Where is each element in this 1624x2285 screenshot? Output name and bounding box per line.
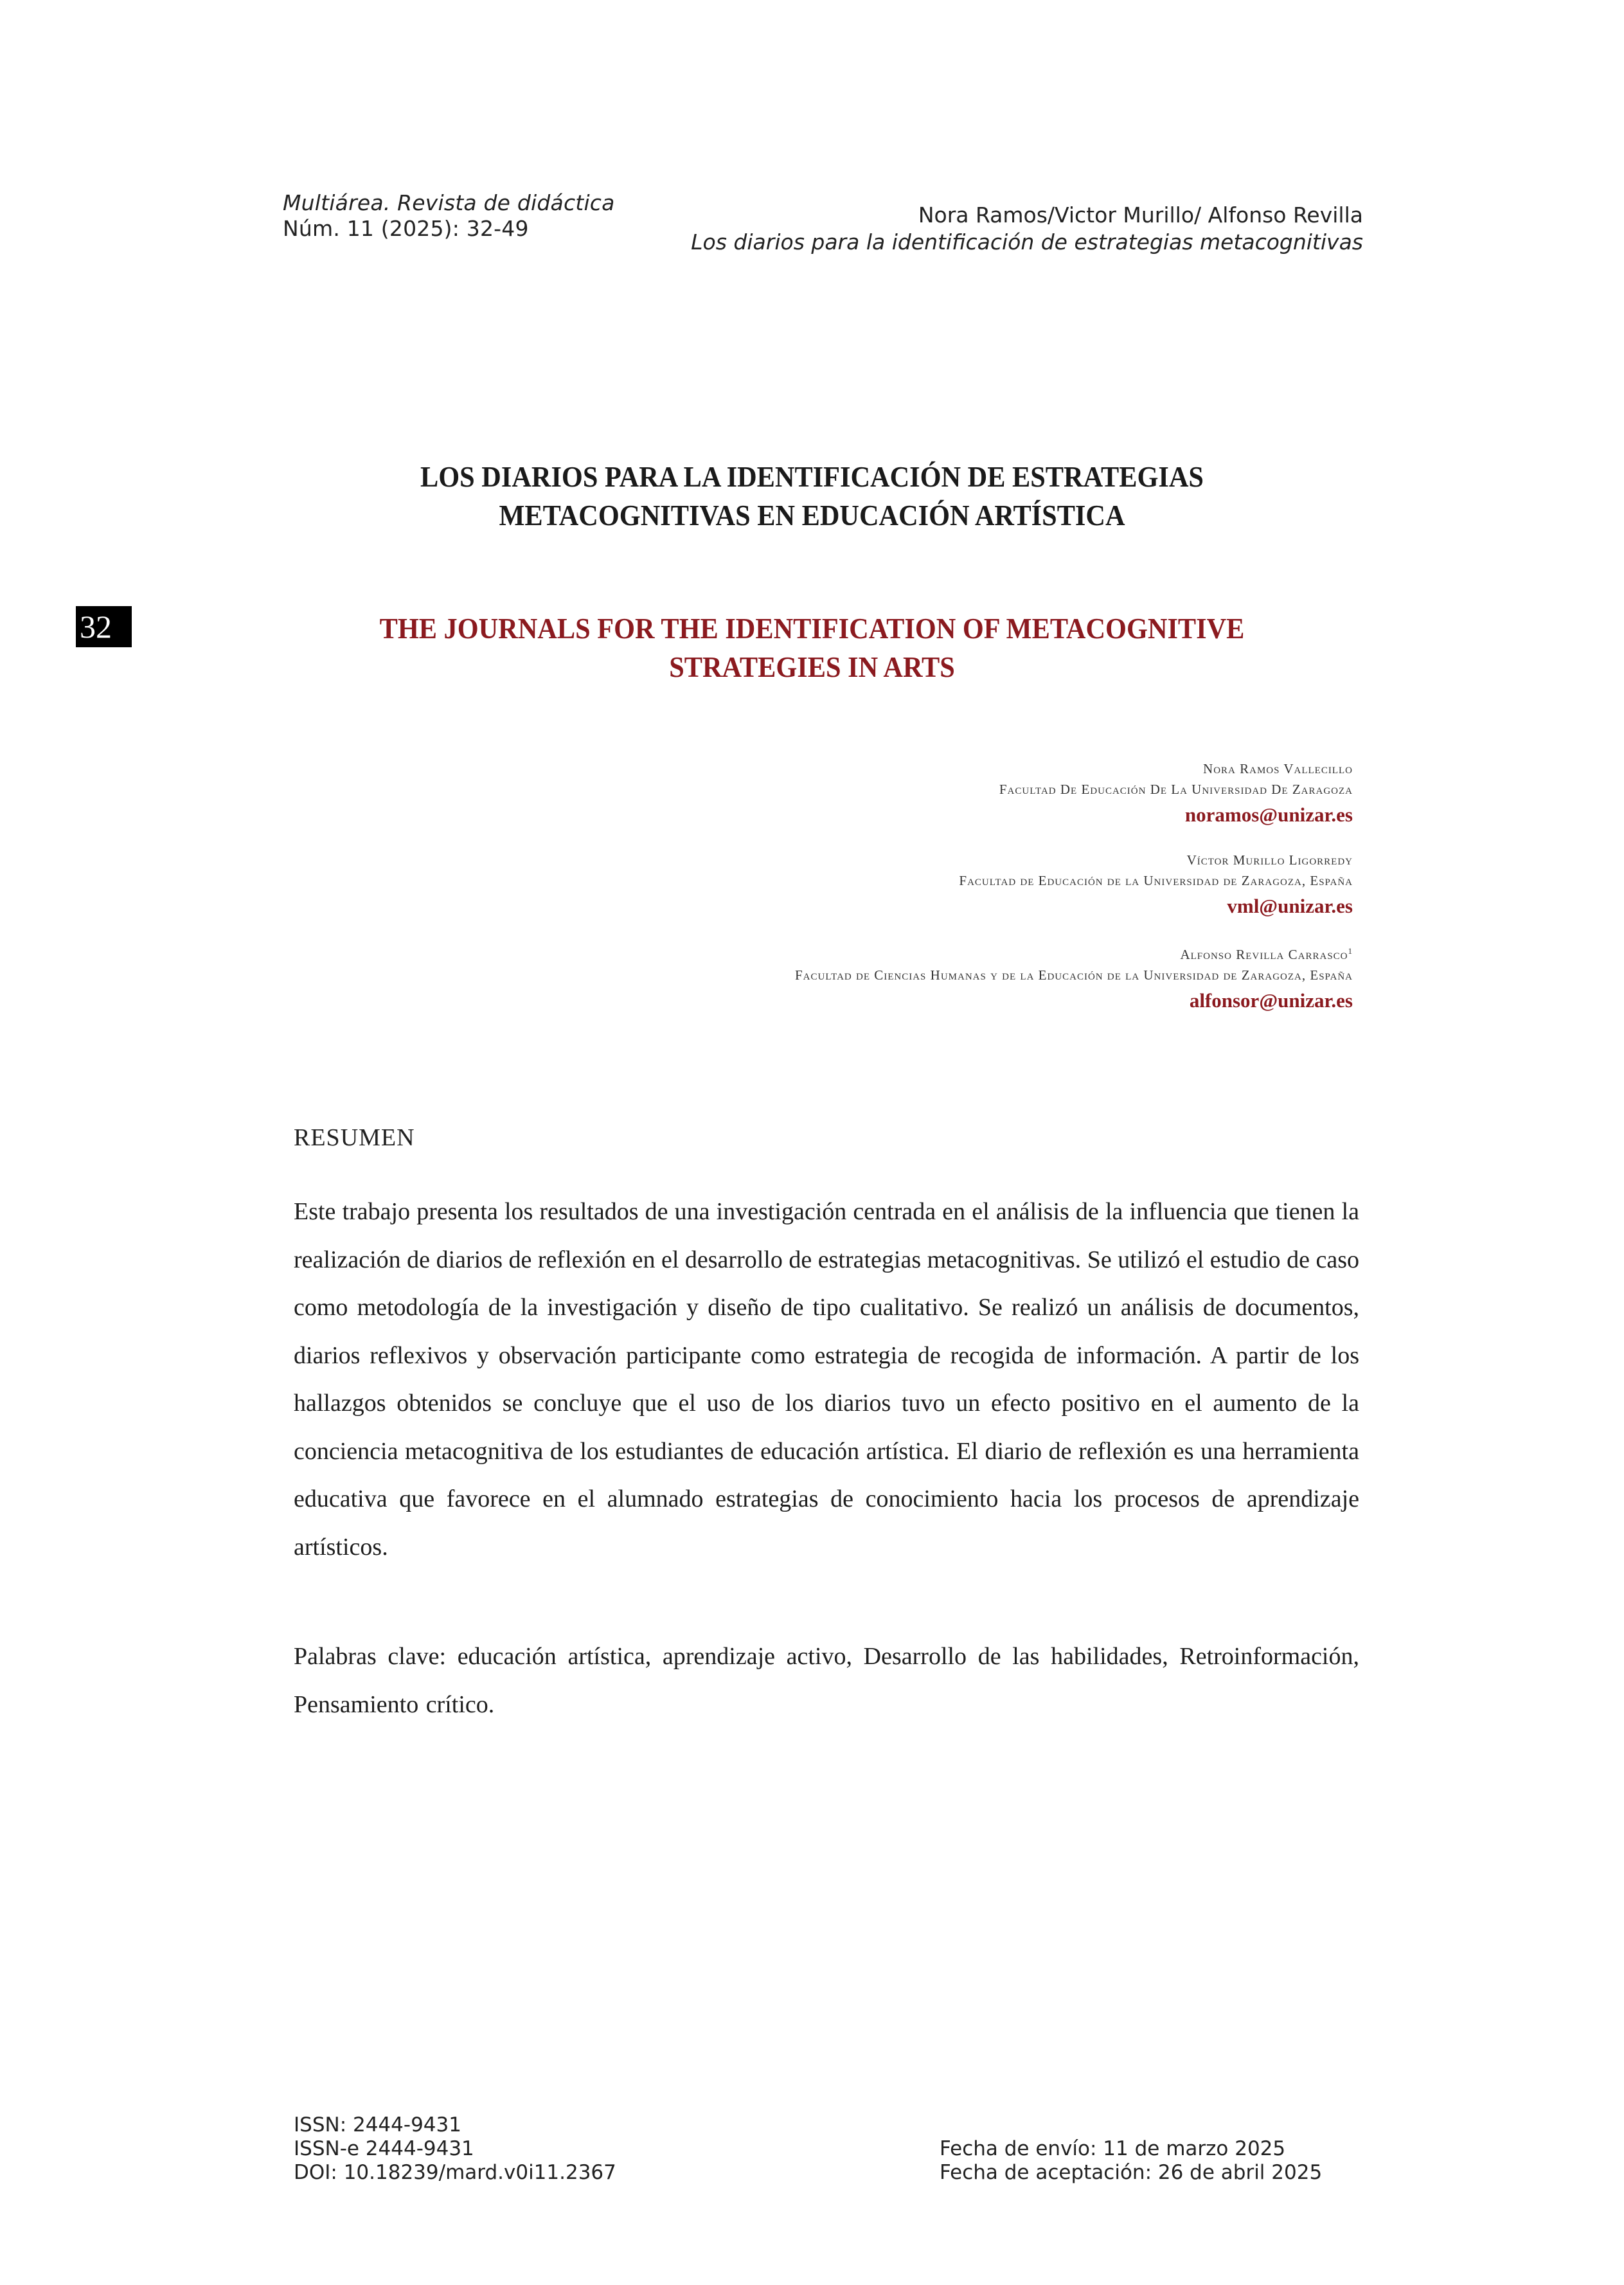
- doi-link[interactable]: DOI: 10.18239/mard.v0i11.2367: [294, 2161, 616, 2184]
- article-title-spanish: [65, 458, 1559, 535]
- abstract-text: Este trabajo presenta los resultados de una investigación centrada en el análisis de la influencia que tienen la realización de diarios de reflexión en el desarrollo de estrategias metacognitivas. Se utilizó el estudio de caso como metodología de la investigación y diseño de tipo cualitativo. Se realizó un análisis de documentos, diarios reflexivos y observación participante como estrategia de recogida de información. A partir de los hallazgos obtenidos se concluye que el uso de los diarios tuvo un efecto positivo en el aumento de la conciencia metacognitiva de los estudiantes de educación artística. El diario de reflexión es una herramienta educativa que favorece en el alumnado estrategias de conocimiento hacia los procesos de aprendizaje artísticos.: [294, 1198, 1359, 1561]
- title-es-line-2: METACOGNITIVAS EN EDUCACIÓN ARTÍSTICA: [499, 499, 1125, 532]
- author-affiliation: Facultad De Educación De La Universidad De Zaragoza: [999, 782, 1353, 797]
- issn-e: ISSN-e 2444-9431: [294, 2137, 474, 2160]
- footer-dates: [940, 2137, 1322, 2185]
- page-number-badge: 32: [76, 606, 132, 647]
- author-list: [795, 758, 1353, 1035]
- author-name-text: Alfonso Revilla Carrasco: [1180, 947, 1348, 962]
- author-email-link[interactable]: vml@unizar.es: [1227, 895, 1353, 917]
- author-name: Víctor Murillo Ligorredy: [1186, 852, 1353, 868]
- running-header-right: [691, 202, 1363, 256]
- authors-short: Nora Ramos/Victor Murillo/ Alfonso Revilla: [918, 202, 1363, 228]
- author-block: [795, 941, 1353, 1016]
- running-title: Los diarios para la identificación de estrategias metacognitivas: [691, 229, 1363, 255]
- author-name: Nora Ramos Vallecillo: [1203, 761, 1353, 776]
- sent-date: Fecha de envío: 11 de marzo 2025: [940, 2137, 1286, 2160]
- title-en-line-1: THE JOURNALS FOR THE IDENTIFICATION OF METACOGNITIVE: [379, 612, 1245, 645]
- journal-name: Multiárea. Revista de didáctica: [283, 190, 615, 215]
- author-block: [795, 758, 1353, 830]
- issn: ISSN: 2444-9431: [294, 2113, 461, 2137]
- abstract-heading: RESUMEN: [294, 1124, 415, 1151]
- keywords: Palabras clave: educación artística, aprendizaje activo, Desarrollo de las habilidades, Retroinformación, Pensamiento crítico.: [294, 1643, 1359, 1718]
- issue-info: Núm. 11 (2025): 32-49: [283, 216, 529, 241]
- title-en-line-2: STRATEGIES IN ARTS: [669, 650, 955, 683]
- author-name: [795, 941, 1353, 965]
- running-header-left: [283, 190, 615, 242]
- author-email-link[interactable]: alfonsor@unizar.es: [1189, 989, 1353, 1012]
- title-es-line-1: LOS DIARIOS PARA LA IDENTIFICACIÓN DE ESTRATEGIAS: [420, 460, 1204, 493]
- author-affiliation: Facultad de Ciencias Humanas y de la Educación de la Universidad de Zaragoza, España: [794, 967, 1353, 983]
- footer-publication-info: [294, 2113, 616, 2185]
- author-block: [795, 850, 1353, 922]
- author-email-link[interactable]: noramos@unizar.es: [1184, 803, 1353, 826]
- footnote-marker[interactable]: 1: [1348, 946, 1353, 956]
- author-affiliation: Facultad de Educación de la Universidad de Zaragoza, España: [959, 873, 1353, 888]
- article-title-english: [65, 609, 1559, 686]
- accept-date: Fecha de aceptación: 26 de abril 2025: [940, 2161, 1323, 2184]
